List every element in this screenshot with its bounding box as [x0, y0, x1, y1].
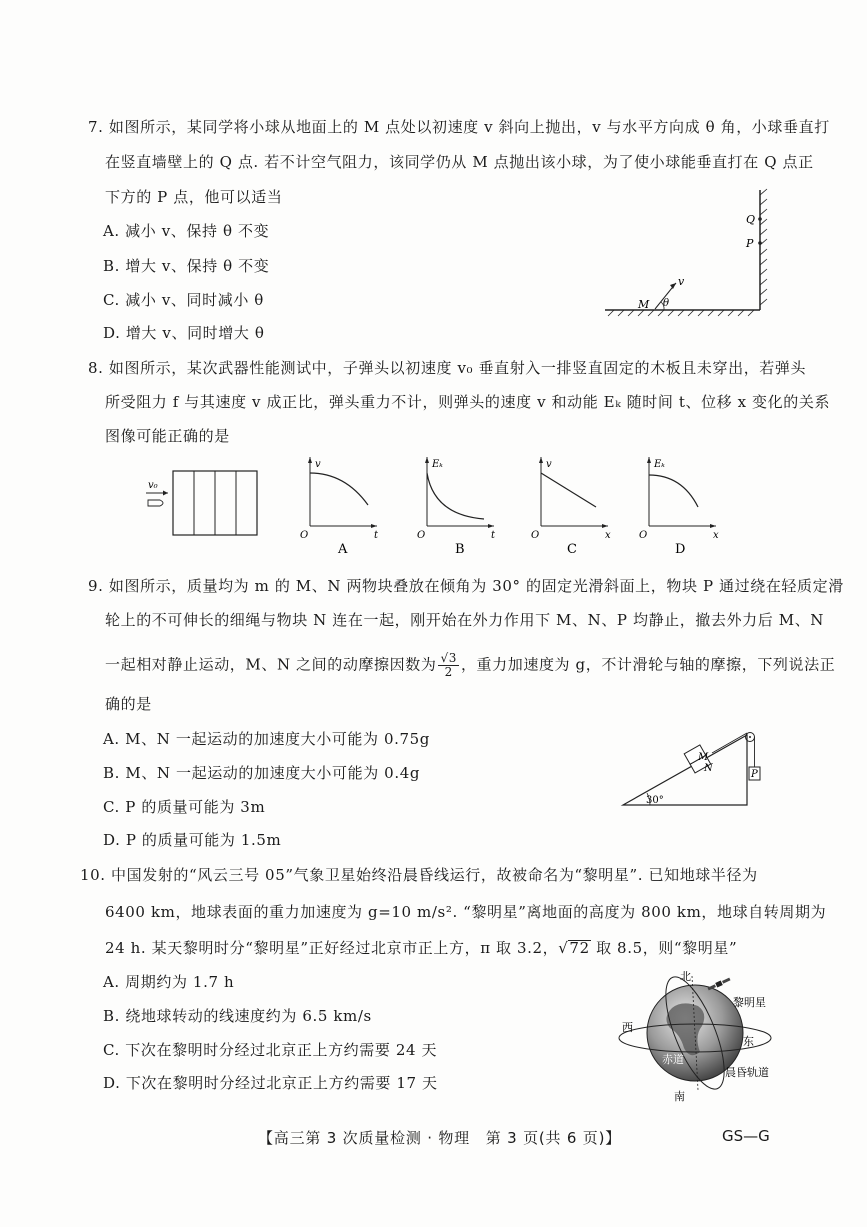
q8-graph-a-ylabel: v — [315, 459, 321, 470]
q9-label-m: M — [698, 752, 709, 763]
q8-graph-a-xlabel: t — [374, 530, 379, 541]
q8-graph-a-origin: O — [300, 530, 309, 541]
q8-graph-b-origin: O — [417, 530, 426, 541]
q10-option-a: A. 周期约为 1.7 h — [103, 973, 235, 991]
q7-stem-line-3: 下方的 P 点，他可以适当 — [105, 188, 283, 206]
q10-label-west: 西 — [622, 1021, 633, 1034]
q10-sqrt-radicand: 72 — [569, 939, 590, 957]
q9-option-c: C. P 的质量可能为 3m — [103, 798, 266, 816]
q8-graph-b-letter: B — [455, 542, 465, 557]
q8-curve-a — [310, 473, 368, 505]
q7-label-m: M — [638, 298, 650, 311]
q8-graph-c-origin: O — [531, 530, 540, 541]
q9-stem-line-2: 轮上的不可伸长的细绳与物块 N 连在一起，刚开始在外力作用下 M、N、P 均静止，撤去外力后 M、N — [105, 611, 825, 629]
page-footer: 【高三第 3 次质量检测 · 物理 第 3 页(共 6 页)】 — [258, 1129, 622, 1147]
q10-label-north: 北 — [680, 970, 691, 983]
q9-rope-incline — [712, 733, 747, 753]
q8-line-c — [541, 473, 596, 507]
q8-graph-c — [531, 457, 611, 557]
q8-graph-a-letter: A — [338, 542, 348, 557]
paper-code: GS—G — [722, 1127, 770, 1145]
q10-sqrt-sign: √ — [558, 939, 569, 957]
q9-option-a: A. M、N 一起运动的加速度大小可能为 0.75g — [103, 730, 430, 748]
q9-fraction-numerator: √3 — [440, 651, 457, 665]
q10-stem-line-3-before: 24 h. 某天黎明时分“黎明星”正好经过北京市正上方，π 取 3.2， — [105, 939, 559, 957]
q8-graph-d — [639, 457, 719, 557]
q8-figures — [140, 455, 740, 560]
q8-graph-d-letter: D — [675, 542, 686, 557]
q9-incline — [623, 735, 747, 805]
q10-stem-line-3-after: 取 8.5，则“黎明星” — [590, 939, 738, 957]
q8-stem-line-1: 8. 如图所示，某次武器性能测试中，子弹头以初速度 v₀ 垂直射入一排竖直固定的木板且未穿出，若弹头 — [88, 359, 807, 377]
q10-label-equator: 赤道 — [662, 1053, 684, 1066]
q7-stem-line-1: 7. 如图所示，某同学将小球从地面上的 M 点处以初速度 v 斜向上抛出，v 与水平方向成 θ 角，小球垂直打 — [88, 118, 830, 136]
q7-option-b: B. 增大 v、保持 θ 不变 — [103, 257, 270, 275]
q9-friction-fraction — [438, 652, 458, 679]
q10-label-south: 南 — [674, 1090, 685, 1103]
q7-option-d: D. 增大 v、同时增大 θ — [103, 324, 265, 342]
q9-label-angle: 30° — [646, 795, 664, 806]
q7-ground-hatch — [608, 310, 754, 316]
q9-stem-line-3-before: 一起相对静止运动，M、N 之间的动摩擦因数为 — [105, 655, 437, 674]
q7-label-q: Q — [746, 213, 756, 226]
q8-graph-c-ylabel: v — [546, 459, 552, 470]
q8-bullet — [148, 500, 163, 506]
q9-option-d: D. P 的质量可能为 1.5m — [103, 831, 282, 849]
q9-fraction-denominator: 2 — [444, 665, 453, 679]
q7-label-v: v — [678, 275, 685, 288]
q8-graph-d-xlabel: x — [713, 530, 719, 541]
q8-graph-d-origin: O — [639, 530, 648, 541]
q10-label-east: 东 — [743, 1035, 754, 1048]
q8-graph-d-ylabel: Eₖ — [654, 459, 665, 470]
q8-graph-c-xlabel: x — [605, 530, 611, 541]
q7-arrowhead — [670, 283, 676, 289]
q8-stem-line-3: 图像可能正确的是 — [105, 427, 230, 445]
q10-label-terminator-orbit: 晨昏轨道 — [725, 1066, 769, 1079]
q10-satellite-icon — [707, 977, 731, 992]
q9-stem-line-3-after: ，重力加速度为 g，不计滑轮与轴的摩擦，下列说法正 — [460, 655, 836, 674]
q9-label-p: P — [751, 769, 758, 780]
q10-option-b: B. 绕地球转动的线速度约为 6.5 km/s — [103, 1007, 372, 1025]
q7-point-q — [758, 217, 762, 221]
q7-label-theta: θ — [663, 298, 670, 309]
q9-option-b: B. M、N 一起运动的加速度大小可能为 0.4g — [103, 764, 421, 782]
q8-curve-b — [427, 473, 484, 519]
q9-figure — [620, 727, 770, 809]
q7-point-p — [758, 241, 762, 245]
q8-graph-c-letter: C — [567, 542, 577, 557]
q8-graph-a — [300, 457, 379, 557]
q8-graph-b-xlabel: t — [491, 530, 496, 541]
q7-label-p: P — [746, 237, 754, 250]
q8-label-v0: v₀ — [148, 480, 158, 491]
q7-option-c: C. 减小 v、同时减小 θ — [103, 291, 264, 309]
q10-option-c: C. 下次在黎明时分经过北京正上方约需要 24 天 — [103, 1041, 438, 1059]
q8-graph-b-ylabel: Eₖ — [432, 459, 443, 470]
q10-figure — [610, 968, 790, 1108]
q9-stem-line-4: 确的是 — [105, 695, 152, 713]
q9-stem-line-1: 9. 如图所示，质量均为 m 的 M、N 两物块叠放在倾角为 30° 的固定光滑斜面上，物块 P 通过绕在轻质定滑 — [88, 577, 844, 595]
q8-bullet-boards — [146, 471, 257, 535]
q9-stem-line-3 — [105, 652, 835, 679]
q7-wall-hatch — [760, 189, 767, 305]
q8-curve-d — [649, 475, 698, 507]
q10-option-d: D. 下次在黎明时分经过北京正上方约需要 17 天 — [103, 1074, 438, 1092]
q8-stem-line-2: 所受阻力 f 与其速度 v 成正比，弹头重力不计，则弹头的速度 v 和动能 Eₖ 随时间 t、位移 x 变化的关系 — [105, 393, 831, 411]
q9-label-n: N — [704, 763, 713, 774]
q8-graph-b — [417, 457, 496, 557]
q7-figure — [600, 185, 775, 320]
q7-option-a: A. 减小 v、保持 θ 不变 — [103, 222, 270, 240]
q10-stem-line-2: 6400 km，地球表面的重力加速度为 g=10 m/s². “黎明星”离地面的高度为 800 km，地球自转周期为 — [105, 903, 827, 921]
q10-stem-line-1: 10. 中国发射的“风云三号 05”气象卫星始终沿晨昏线运行，故被命名为“黎明星”. 已知地球半径为 — [80, 866, 758, 884]
q7-stem-line-2: 在竖直墙壁上的 Q 点. 若不计空气阻力，该同学仍从 M 点抛出该小球，为了使小球能垂直打在 Q 点正 — [105, 153, 814, 171]
q10-label-satellite: 黎明星 — [733, 996, 766, 1009]
q10-stem-line-3 — [105, 938, 737, 958]
